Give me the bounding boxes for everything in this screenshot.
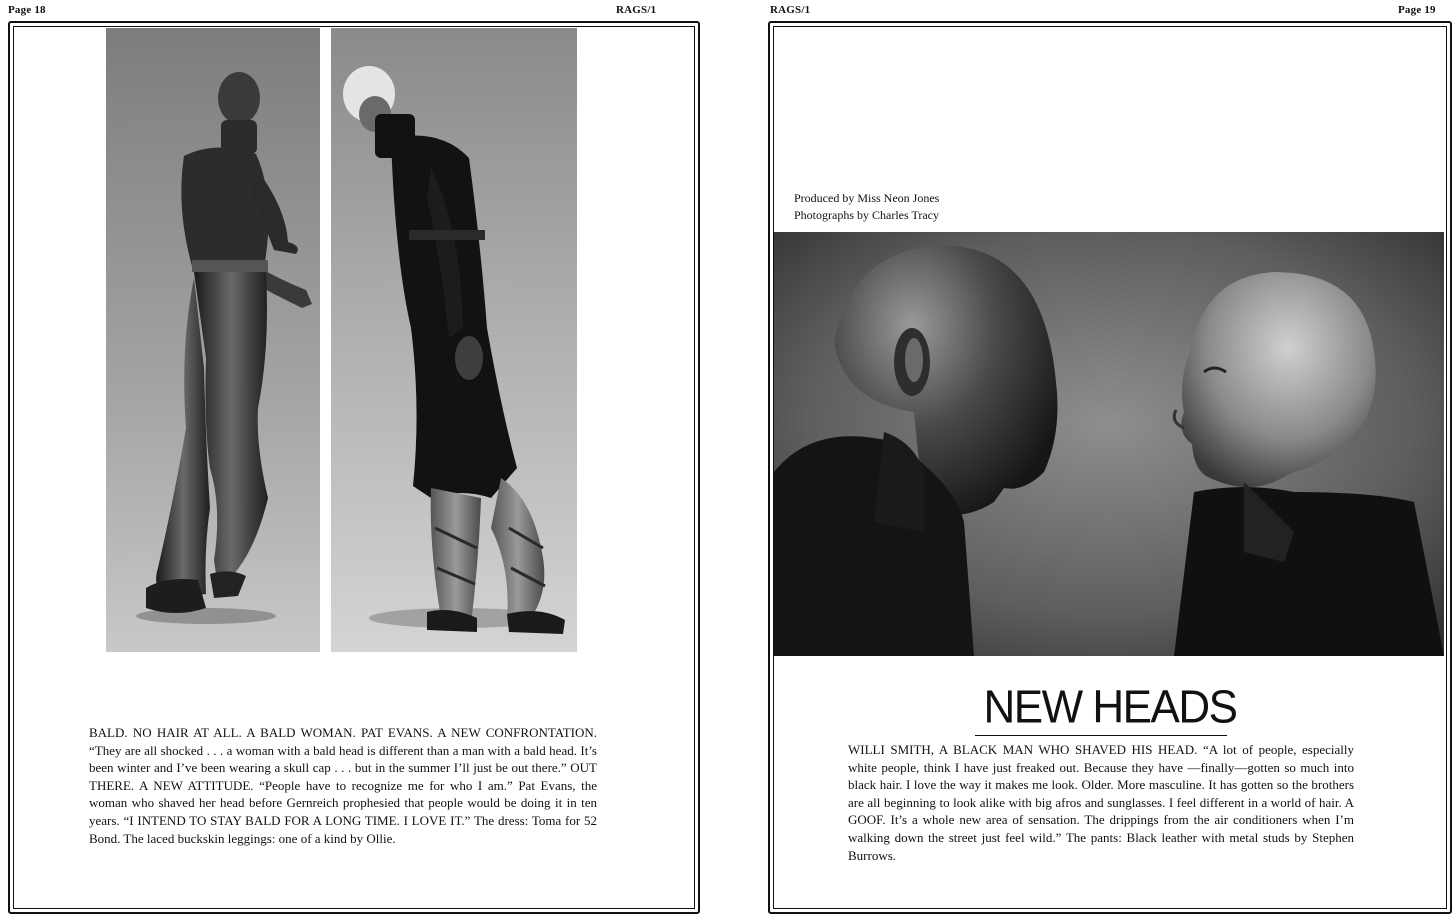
right-page-number: Page 19 [1398, 4, 1436, 16]
left-page-article-text: BALD. NO HAIR AT ALL. A BALD WOMAN. PAT EVANS. A NEW CONFRONTATION. “They are all shocked . . . a woman with a bald head is different than a man with a bald head. It’s been winter and I’ve been wearing a skull cap . . . but in the summer I’ll just be out there.” OUT THERE. A NEW ATTITUDE. “People have to recognize me for who I am.” Pat Evans, the woman who shaved her head before Gernreich prophesied that people would be doing it in ten years. “I INTEND TO STAY BALD FOR A LONG TIME. I LOVE IT.” The dress: Toma for 52 Bond. The laced buckskin leggings: one of a kind by Ollie. [89, 725, 597, 846]
right-page-article-text: WILLI SMITH, A BLACK MAN WHO SHAVED HIS HEAD. “A lot of people, especially white people, think I have just freaked out. Because they have —finally—gotten so much into black hair. I love the way it makes me look. Older. More masculine. It has gotten so the brothers are all beginning to look alike with big afros and sunglasses. I feel different in a world of hair. A GOOF. It’s a whole new area of sensation. The drippings from the air conditioners when I’m walking down the street just feel wild.” The pants: Black leather with metal studs by Stephen Burrows. [848, 742, 1354, 863]
photographer-credit: Photographs by Charles Tracy [794, 208, 939, 222]
photo-woman-dark-dress [331, 28, 577, 652]
right-page [760, 0, 1456, 921]
photo-two-bald-profiles-image [774, 232, 1444, 656]
article-headline: NEW HEADS [983, 681, 1237, 734]
photo-credits [794, 190, 939, 224]
photo-man-leather-pants [106, 28, 320, 652]
headline-underline [975, 735, 1227, 736]
left-page [0, 0, 708, 921]
left-page-number: Page 18 [8, 4, 46, 16]
producer-credit: Produced by Miss Neon Jones [794, 191, 940, 205]
right-running-head: RAGS/1 [770, 4, 811, 16]
left-running-head: RAGS/1 [616, 4, 657, 16]
photo-woman-dark-dress-image [331, 28, 577, 652]
photo-two-bald-profiles [774, 232, 1444, 656]
photo-man-leather-pants-image [106, 28, 320, 652]
